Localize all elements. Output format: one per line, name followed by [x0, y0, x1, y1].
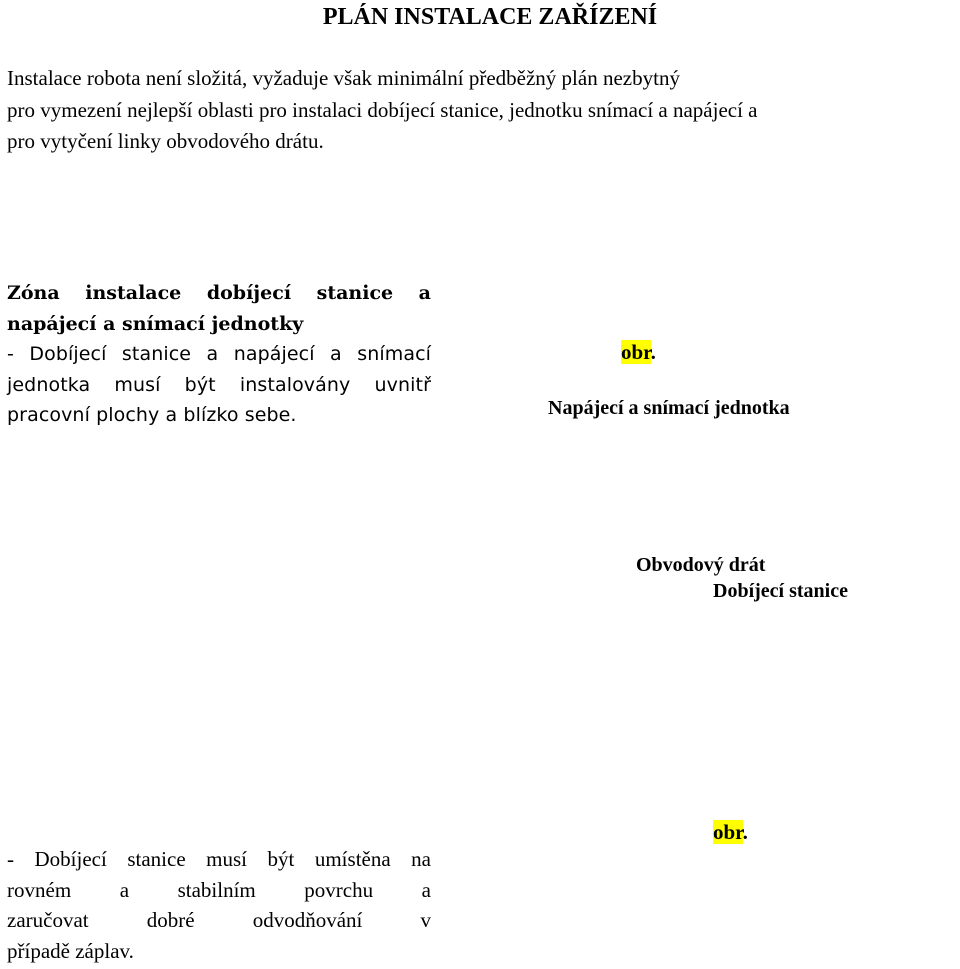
zone-text-line: jednotka musí být instalovány uvnitř	[7, 373, 431, 396]
figure-label-highlight: obr	[621, 340, 651, 364]
page-title: PLÁN INSTALACE ZAŘÍZENÍ	[322, 4, 658, 30]
bottom-section-text	[7, 844, 431, 966]
intro-paragraph	[7, 63, 952, 158]
zone-heading-line: napájecí a snímací jednotky	[7, 312, 304, 335]
bottom-text-line: zaručovat dobré odvodňování v	[7, 908, 431, 932]
intro-line: pro vytyčení linky obvodového drátu.	[7, 129, 324, 153]
bottom-text-line: případě záplav.	[7, 938, 134, 963]
zone-text-line: pracovní plochy a blízko sebe.	[7, 404, 297, 426]
figure-label-charging-station: Dobíjecí stanice	[713, 580, 848, 602]
intro-line: Instalace robota není složitá, vyžaduje však minimální předběžný plán nezbytný	[7, 66, 680, 90]
figure-label	[621, 340, 656, 364]
figure-caption-power-sensing-unit: Napájecí a snímací jednotka	[548, 397, 790, 419]
bottom-text-line: rovném a stabilním povrchu a	[7, 877, 431, 902]
zone-text-line: - Dobíjecí stanice a napájecí a snímací	[7, 343, 431, 365]
figure-label-dot: .	[742, 820, 748, 844]
zone-section-text	[7, 339, 431, 431]
zone-section-heading	[7, 278, 431, 339]
figure-label	[713, 820, 748, 844]
zone-heading-line: Zóna instalace dobíjecí stanice a	[7, 282, 431, 304]
bottom-text-line: - Dobíjecí stanice musí být umístěna na	[7, 847, 431, 871]
figure-label-dot: .	[650, 340, 656, 364]
figure-label-highlight: obr	[713, 820, 743, 844]
figure-label-perimeter-wire: Obvodový drát	[636, 554, 766, 576]
intro-line: pro vymezení nejlepší oblasti pro instalaci dobíjecí stanice, jednotku snímací a napájecí a	[7, 97, 758, 122]
